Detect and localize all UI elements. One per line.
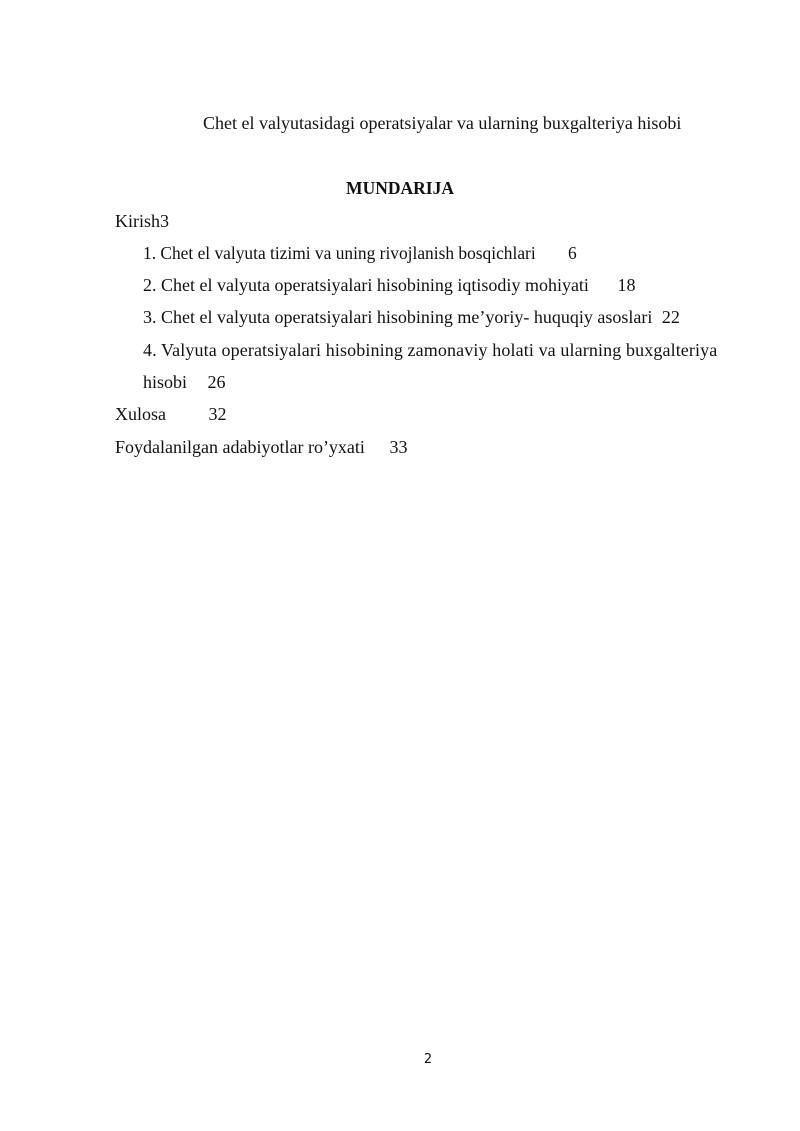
toc-entry-references <box>115 436 407 458</box>
toc-entry-label: 2. Chet el valyuta operatsiyalari hisobining iqtisodiy mohiyati <box>143 275 589 295</box>
toc-entry-2 <box>143 274 635 296</box>
toc-entry-conclusion <box>115 403 227 425</box>
toc-entry-page: 33 <box>389 437 408 457</box>
toc-entry-page: 32 <box>208 404 227 424</box>
toc-entry-page: 26 <box>207 372 226 392</box>
toc-entry-page: 3 <box>160 211 169 231</box>
toc-entry-label: Kirish <box>115 211 160 231</box>
toc-heading: MUNDARIJA <box>346 178 454 198</box>
toc-entry-page: 6 <box>568 243 577 263</box>
toc-entry-label: Foydalanilgan adabiyotlar ro’yxati <box>115 437 365 457</box>
toc-entry-page: 22 <box>661 307 680 327</box>
toc-entry-label: 3. Chet el valyuta operatsiyalari hisobining me’yoriy- huquqiy asoslari <box>143 307 653 327</box>
toc-entry-3 <box>143 306 680 328</box>
toc-entry-1 <box>143 242 577 264</box>
page-number: 2 <box>423 1052 433 1067</box>
toc-entry-intro <box>115 210 169 232</box>
toc-entry-label: 1. Chet el valyuta tizimi va uning rivojlanish bosqichlari <box>143 243 536 263</box>
toc-entry-page: 18 <box>617 275 636 295</box>
toc-entry-4-continued <box>143 371 226 393</box>
document-title: Chet el valyutasidagi operatsiyalar va ularning buxgalteriya hisobi <box>203 113 682 133</box>
toc-entry-label: 4. Valyuta operatsiyalari hisobining zamonaviy holati va ularning buxgalteriya <box>143 340 718 360</box>
toc-entry-4 <box>143 339 717 361</box>
toc-entry-label-continued: hisobi <box>143 372 188 392</box>
toc-entry-label: Xulosa <box>115 404 166 424</box>
